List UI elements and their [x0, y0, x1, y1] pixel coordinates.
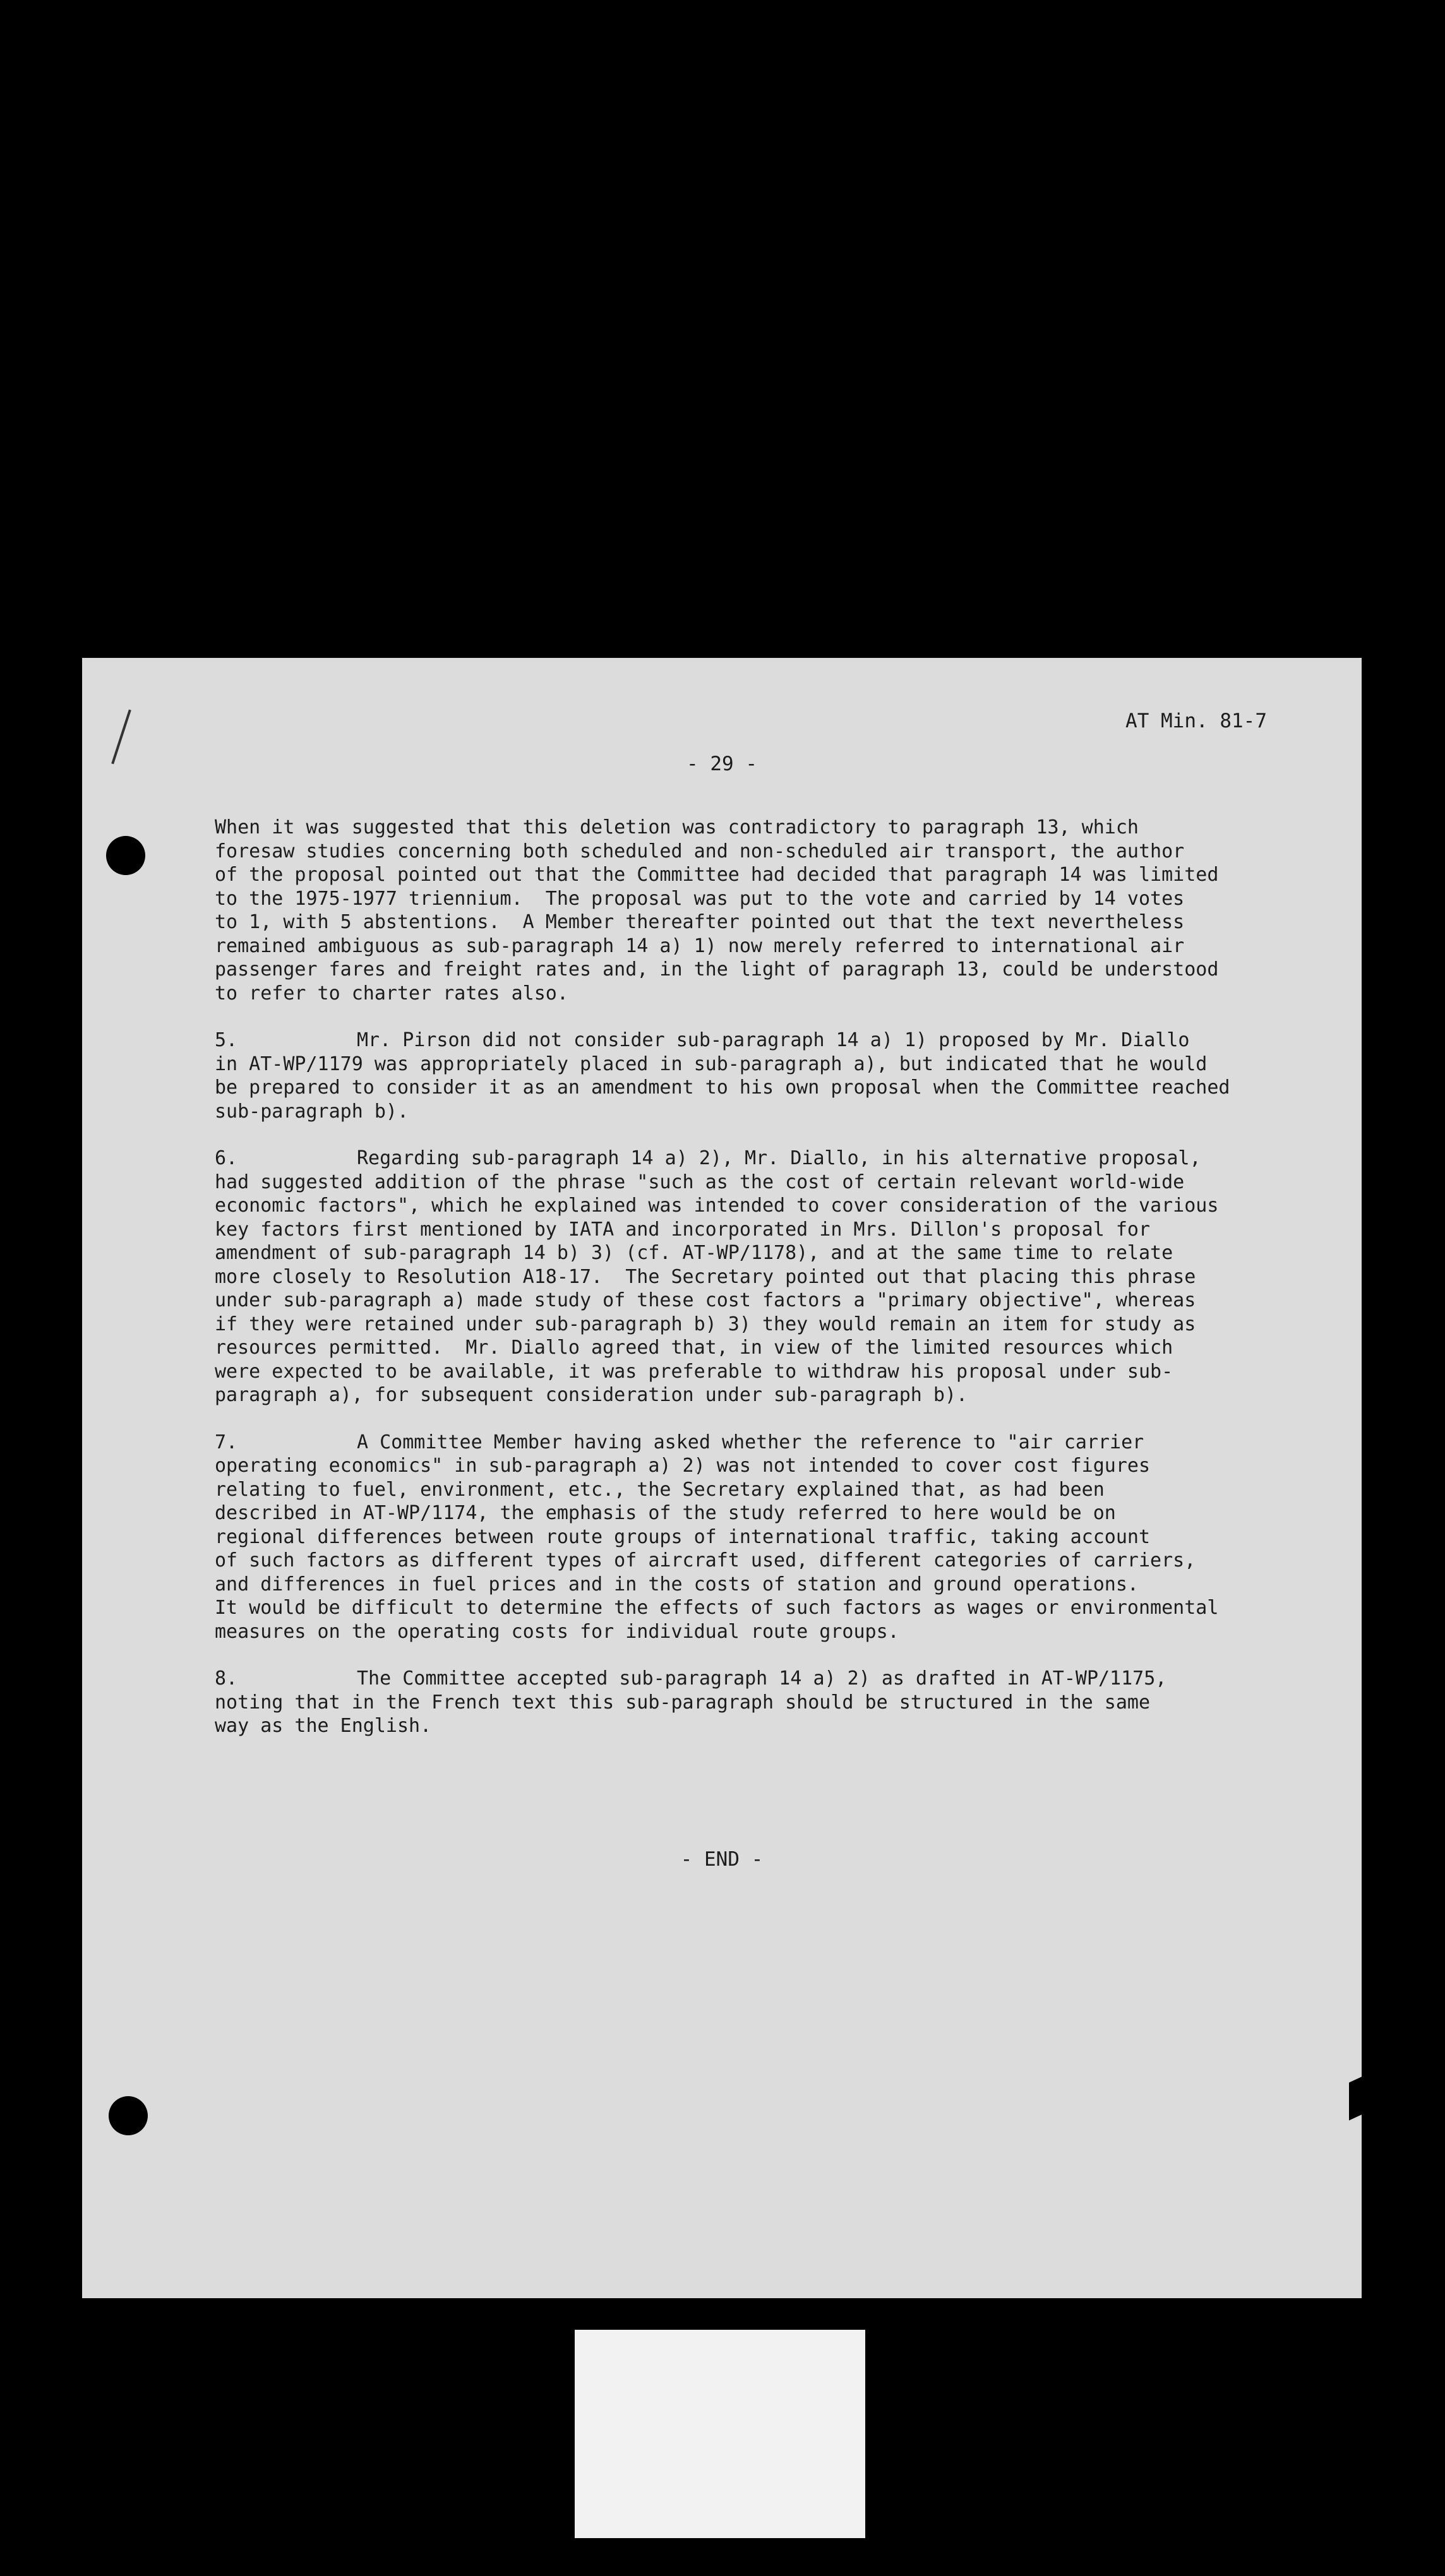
line-text: more closely to Resolution A18-17. The Secretary pointed out that placing this phrase — [215, 1265, 1196, 1288]
document-reference: AT Min. 81-7 — [1125, 710, 1267, 732]
line-text: to refer to charter rates also. — [215, 982, 568, 1005]
text-line — [215, 958, 1352, 982]
text-line — [215, 1029, 1352, 1052]
text-line — [215, 1052, 1352, 1076]
paragraph-number: 8. — [215, 1667, 238, 1690]
line-text: regional differences between route groups of international traffic, taking account — [215, 1525, 1151, 1548]
line-text: operating economics" in sub-paragraph a) 2) was not intended to cover cost figures — [215, 1455, 1151, 1477]
paragraph-number: 7. — [215, 1431, 238, 1453]
line-text: of the proposal pointed out that the Committee had decided that paragraph 14 was limited — [215, 864, 1219, 886]
line-text: The Committee accepted sub-paragraph 14 a) 2) as drafted in AT-WP/1175, — [357, 1667, 1167, 1690]
paragraph-5 — [215, 1029, 1352, 1123]
paragraph-7 — [215, 1431, 1352, 1644]
text-line — [215, 1573, 1352, 1597]
document-page — [82, 658, 1362, 2298]
line-text: were expected to be available, it was preferable to withdraw his proposal under sub- — [215, 1360, 1173, 1383]
text-line — [215, 1147, 1352, 1171]
line-text: and differences in fuel prices and in the costs of station and ground operations. — [215, 1573, 1139, 1595]
line-text: had suggested addition of the phrase "such as the cost of certain relevant world-wide — [215, 1171, 1185, 1193]
text-line — [215, 1218, 1352, 1242]
line-text: Mr. Pirson did not consider sub-paragraph 14 a) 1) proposed by Mr. Diallo — [357, 1029, 1190, 1051]
end-mark: - END - — [680, 1848, 764, 1871]
document-body — [215, 816, 1352, 1762]
line-text: in AT-WP/1179 was appropriately placed in sub-paragraph a), but indicated that he would — [215, 1052, 1208, 1075]
paragraph-continued — [215, 816, 1352, 1005]
line-text: of such factors as different types of aircraft used, different categories of carriers, — [215, 1549, 1196, 1571]
line-text: measures on the operating costs for individual route groups. — [215, 1620, 899, 1643]
page-edge-tab — [1349, 2074, 1367, 2120]
text-line — [215, 1714, 1352, 1738]
punch-hole-top — [106, 836, 145, 875]
line-text: be prepared to consider it as an amendment to his own proposal when the Committee reached — [215, 1076, 1230, 1099]
line-text: A Committee Member having asked whether the reference to "air carrier — [357, 1431, 1144, 1453]
text-line — [215, 1171, 1352, 1195]
line-text: passenger fares and freight rates and, in the light of paragraph 13, could be understood — [215, 958, 1219, 981]
text-line — [215, 1313, 1352, 1337]
text-line — [215, 1241, 1352, 1265]
text-line — [215, 1265, 1352, 1289]
text-line — [215, 1525, 1352, 1549]
line-text: to the 1975-1977 triennium. The proposal was put to the vote and carried by 14 votes — [215, 887, 1185, 910]
text-line — [215, 1478, 1352, 1502]
text-line — [215, 1336, 1352, 1360]
text-line — [215, 1691, 1352, 1715]
text-line — [215, 1289, 1352, 1313]
paragraph-number: 6. — [215, 1147, 238, 1169]
line-text: if they were retained under sub-paragraph b) 3) they would remain an item for study as — [215, 1313, 1196, 1335]
line-text: It would be difficult to determine the effects of such factors as wages or environmental — [215, 1597, 1219, 1619]
paragraph-6 — [215, 1147, 1352, 1407]
line-text: When it was suggested that this deletion was contradictory to paragraph 13, which — [215, 816, 1139, 838]
line-text: to 1, with 5 abstentions. A Member thereafter pointed out that the text nevertheless — [215, 911, 1185, 933]
line-text: under sub-paragraph a) made study of these cost factors a "primary objective", whereas — [215, 1289, 1196, 1311]
text-line — [215, 816, 1352, 840]
text-line — [215, 840, 1352, 864]
text-line — [215, 1383, 1352, 1407]
text-line — [215, 934, 1352, 958]
text-line — [215, 1454, 1352, 1478]
line-text: key factors first mentioned by IATA and incorporated in Mrs. Dillon's proposal for — [215, 1218, 1151, 1241]
text-line — [215, 1100, 1352, 1124]
text-line — [215, 887, 1352, 911]
line-text: described in AT-WP/1174, the emphasis of the study referred to here would be on — [215, 1502, 1116, 1524]
line-text: noting that in the French text this sub-paragraph should be structured in the same — [215, 1691, 1151, 1714]
line-text: foresaw studies concerning both scheduled and non-scheduled air transport, the author — [215, 840, 1185, 862]
text-line — [215, 1620, 1352, 1644]
paragraph-8 — [215, 1667, 1352, 1738]
scan-target-card — [575, 2330, 865, 2538]
text-line — [215, 910, 1352, 934]
text-line — [215, 1501, 1352, 1525]
page-number: - 29 - — [687, 753, 757, 775]
line-text: sub-paragraph b). — [215, 1100, 409, 1123]
line-text: resources permitted. Mr. Diallo agreed that, in view of the limited resources which — [215, 1337, 1173, 1359]
text-line — [215, 1194, 1352, 1218]
punch-hole-bottom — [109, 2096, 148, 2135]
text-line — [215, 1549, 1352, 1573]
text-line — [215, 1596, 1352, 1620]
line-text: paragraph a), for subsequent consideration under sub-paragraph b). — [215, 1384, 968, 1406]
paragraph-number: 5. — [215, 1029, 238, 1051]
line-text: relating to fuel, environment, etc., the Secretary explained that, as had been — [215, 1478, 1105, 1501]
text-line — [215, 1076, 1352, 1100]
line-text: way as the English. — [215, 1715, 432, 1737]
line-text: economic factors", which he explained was intended to cover consideration of the various — [215, 1195, 1219, 1217]
text-line — [215, 1431, 1352, 1455]
text-line — [215, 1360, 1352, 1384]
line-text: Regarding sub-paragraph 14 a) 2), Mr. Diallo, in his alternative proposal, — [357, 1147, 1201, 1169]
text-line — [215, 1667, 1352, 1691]
line-text: amendment of sub-paragraph 14 b) 3) (cf. AT-WP/1178), and at the same time to relate — [215, 1242, 1173, 1264]
text-line — [215, 863, 1352, 887]
text-line — [215, 982, 1352, 1006]
line-text: remained ambiguous as sub-paragraph 14 a) 1) now merely referred to international air — [215, 934, 1185, 957]
